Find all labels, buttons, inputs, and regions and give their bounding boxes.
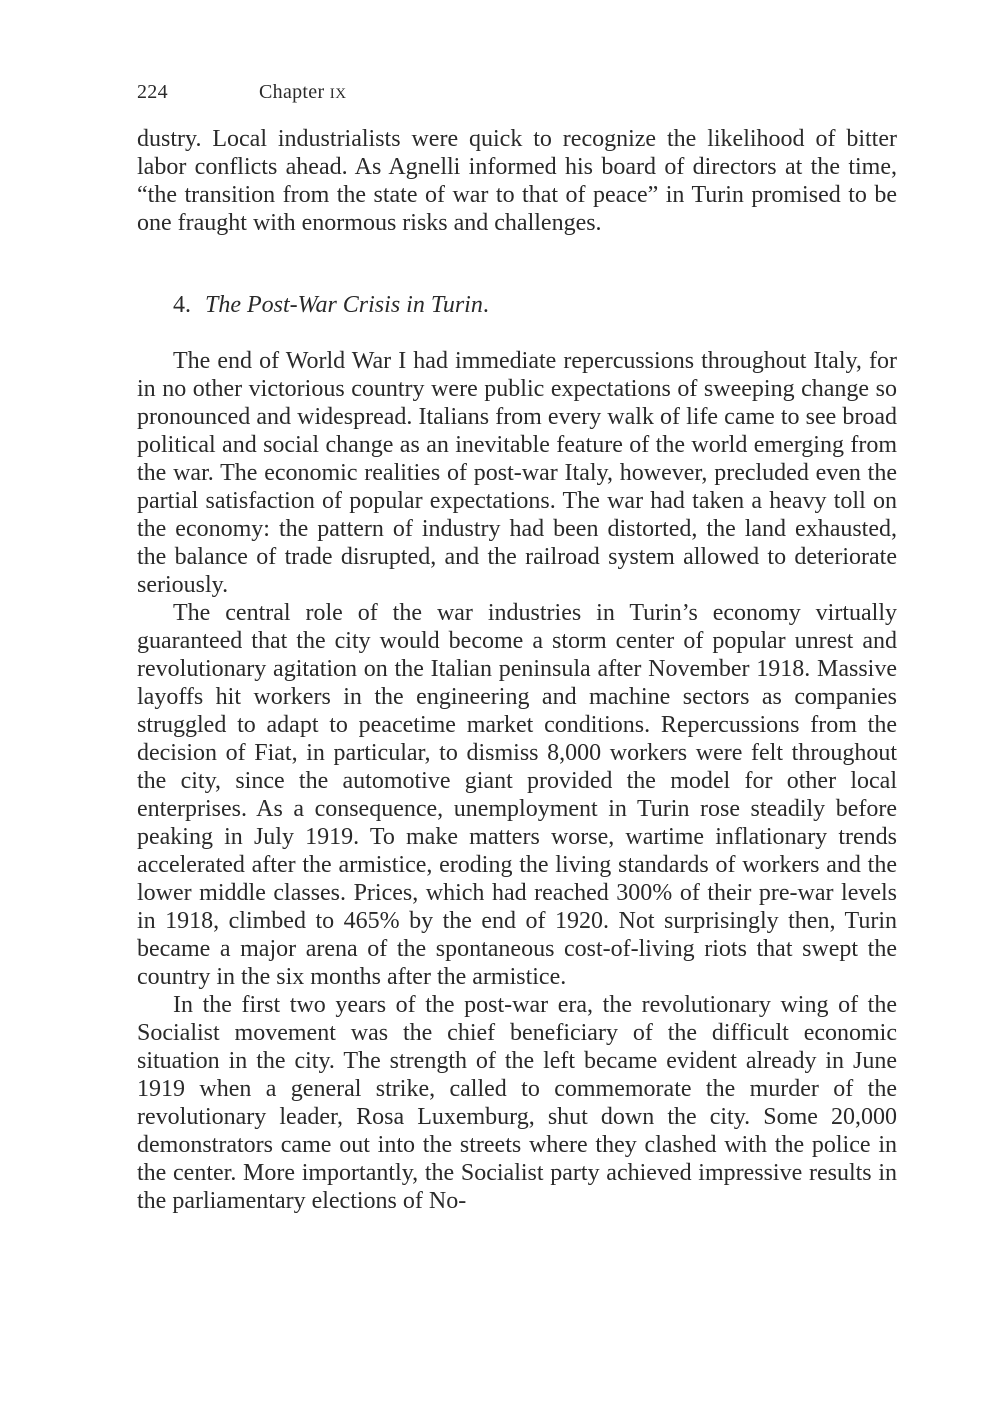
chapter-label <box>259 80 347 106</box>
section-title: The Post-War Crisis in Turin <box>205 292 483 318</box>
chapter-word: Chapter <box>259 81 325 103</box>
body-text <box>137 347 897 1215</box>
section-trailing-period: . <box>482 292 489 318</box>
section-heading <box>173 291 489 319</box>
lead-paragraph-block <box>137 125 897 237</box>
body-paragraph: The central role of the war industries in Turin’s economy virtually guaranteed that the city would become a storm center of popular unrest and revolutionary agitation on the Italian peninsula after November 1918. Massive layoffs hit workers in the engineering and machine sectors as companies struggled to adapt to peacetime market conditions. Repercussions from the decision of Fiat, in particular, to dismiss 8,000 workers were felt throughout the city, since the automotive giant provided the model for other local enterprises. As a consequence, unemployment in Turin rose steadily before peaking in July 1919. To make matters worse, wartime inflationary trends accelerated after the armistice, eroding the living standards of workers and the lower middle classes. Prices, which had reached 300% of their pre-war levels in 1918, climbed to 465% by the end of 1920. Not surprisingly then, Turin became a major arena of the spontaneous cost-of-living riots that swept the country in the six months after the armistice. <box>137 600 897 990</box>
body-paragraph: The end of World War I had immediate repercussions throughout Italy, for in no other victorious country were public expectations of sweeping change so pronounced and widespread. Italians from every walk of life came to see broad political and social change as an inevitable feature of the world emerging from the war. The economic realities of post-war Italy, however, precluded even the partial satisfaction of popular expectations. The war had taken a heavy toll on the economy: the pattern of industry had been distorted, the land exhausted, the balance of trade disrupted, and the railroad system allowed to deteriorate seriously. <box>137 348 897 598</box>
body-paragraph: In the first two years of the post-war era, the revolutionary wing of the Socialist movement was the chief beneficiary of the difficult economic situation in the city. The strength of the left became evident already in June 1919 when a general strike, called to commemorate the murder of the revolutionary leader, Rosa Luxemburg, shut down the city. Some 20,000 demonstrators came out into the streets where they clashed with the police in the center. More importantly, the Socialist party achieved impressive results in the parliamentary elections of No- <box>137 992 897 1214</box>
section-number: 4. <box>173 292 191 318</box>
chapter-numeral: IX <box>329 86 347 102</box>
page-number: 224 <box>137 81 168 103</box>
lead-paragraph: dustry. Local industrialists were quick to recognize the likelihood of bitter labor conflicts ahead. As Agnelli informed his board of directors at the time, “the transition from the state of war to that of peace” in Turin promised to be one fraught with enormous risks and challenges. <box>137 126 897 236</box>
